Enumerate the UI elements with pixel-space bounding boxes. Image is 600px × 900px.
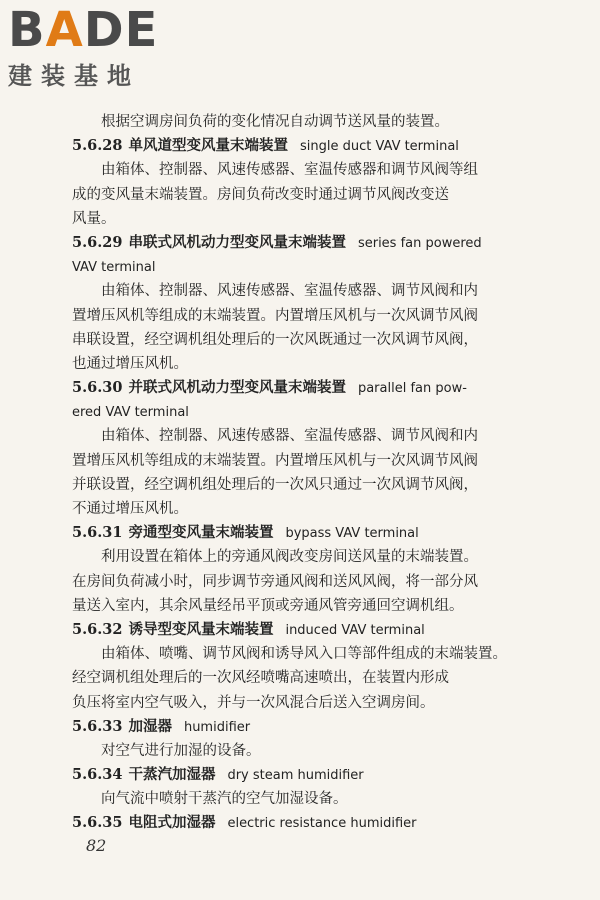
term-chinese: 加湿器 xyxy=(128,717,172,735)
body-text-line: 量送入室内，其余风量经吊平顶或旁通风管旁通回空调机组。 xyxy=(72,597,464,614)
clause-number: 5.6.32 xyxy=(72,620,123,638)
term-entry-heading xyxy=(72,134,532,158)
term-chinese: 电阻式加湿器 xyxy=(128,814,216,832)
body-text-line: 由箱体、喷嘴、调节风阀和诱导风入口等部件组成的末端装置。 xyxy=(101,646,507,663)
body-text-line xyxy=(72,255,532,279)
term-english: dry steam humidifier xyxy=(227,768,364,784)
term-entry-heading xyxy=(72,811,532,835)
body-text-line: 对空气进行加湿的设备。 xyxy=(101,742,261,759)
body-text-line: 置增压风机等组成的末端装置。内置增压风机与一次风调节风阀 xyxy=(72,307,478,324)
term-english: parallel fan pow- xyxy=(357,381,467,397)
bade-logo xyxy=(8,4,178,94)
clause-number: 5.6.35 xyxy=(72,814,123,832)
body-text-line: 风量。 xyxy=(72,210,116,227)
term-english: ered VAV terminal xyxy=(72,405,189,421)
document-body xyxy=(72,110,532,836)
clause-number: 5.6.33 xyxy=(72,717,123,735)
clause-number: 5.6.30 xyxy=(72,379,123,397)
body-text-line: 不通过增压风机。 xyxy=(72,501,188,517)
clause-number: 5.6.34 xyxy=(72,766,123,784)
term-chinese: 干蒸汽加湿器 xyxy=(128,766,216,784)
body-text-line: 置增压风机等组成的末端装置。内置增压风机与一次风调节风阀 xyxy=(72,452,478,469)
term-chinese: 串联式风机动力型变风量末端装置 xyxy=(128,233,346,251)
term-chinese: 旁通型变风量末端装置 xyxy=(128,524,274,542)
body-text-line: 由箱体、控制器、风速传感器、室温传感器和调节风阀等组 xyxy=(101,162,478,179)
term-entry-heading xyxy=(72,521,532,545)
body-text-line: 串联设置，经空调机组处理后的一次风既通过一次风调节风阀， xyxy=(72,331,478,348)
body-text-line xyxy=(72,400,532,424)
logo-subtitle: 建装基地 xyxy=(8,62,140,90)
term-chinese: 并联式风机动力型变风量末端装置 xyxy=(128,379,346,397)
term-english: VAV terminal xyxy=(72,260,156,276)
body-text-line: 负压将室内空气吸入，并与一次风混合后送入空调房间。 xyxy=(72,694,435,711)
term-chinese: 单风道型变风量末端装置 xyxy=(128,137,288,155)
clause-number: 5.6.31 xyxy=(72,524,123,542)
logo-wordmark: BADE xyxy=(8,2,159,58)
clause-number: 5.6.29 xyxy=(72,233,123,251)
body-text-line: 向气流中喷射干蒸汽的空气加湿设备。 xyxy=(101,791,348,808)
body-text-line: 在房间负荷减小时，同步调节旁通风阀和送风风阀，将一部分风 xyxy=(72,573,478,590)
body-text-line: 经空调机组处理后的一次风经喷嘴高速喷出，在装置内形成 xyxy=(72,670,449,687)
body-text-line: 由箱体、控制器、风速传感器、室温传感器、调节风阀和内 xyxy=(101,428,478,445)
term-chinese: 诱导型变风量末端装置 xyxy=(128,620,274,638)
term-english: series fan powered xyxy=(357,235,482,251)
term-english: electric resistance humidifier xyxy=(227,816,417,832)
page-number: 82 xyxy=(86,836,107,855)
term-english: bypass VAV terminal xyxy=(285,526,419,542)
body-text-line: 由箱体、控制器、风速传感器、室温传感器、调节风阀和内 xyxy=(101,283,478,300)
term-english: single duct VAV terminal xyxy=(299,139,459,155)
term-entry-heading xyxy=(72,376,532,400)
term-entry-heading xyxy=(72,231,532,255)
term-entry-heading xyxy=(72,763,532,787)
term-entry-heading xyxy=(72,618,532,642)
body-text-line: 也通过增压风机。 xyxy=(72,355,188,372)
term-english: induced VAV terminal xyxy=(285,622,425,638)
term-entry-heading xyxy=(72,715,532,739)
body-text-line: 并联设置，经空调机组处理后的一次风只通过一次风调节风阀， xyxy=(72,476,478,493)
body-text-line: 利用设置在箱体上的旁通风阀改变房间送风量的末端装置。 xyxy=(101,549,478,566)
clause-number: 5.6.28 xyxy=(72,137,123,155)
body-text-line: 成的变风量末端装置。房间负荷改变时通过调节风阀改变送 xyxy=(72,186,449,203)
body-text-line: 根据空调房间负荷的变化情况自动调节送风量的装置。 xyxy=(101,114,449,130)
term-english: humidifier xyxy=(183,719,251,735)
